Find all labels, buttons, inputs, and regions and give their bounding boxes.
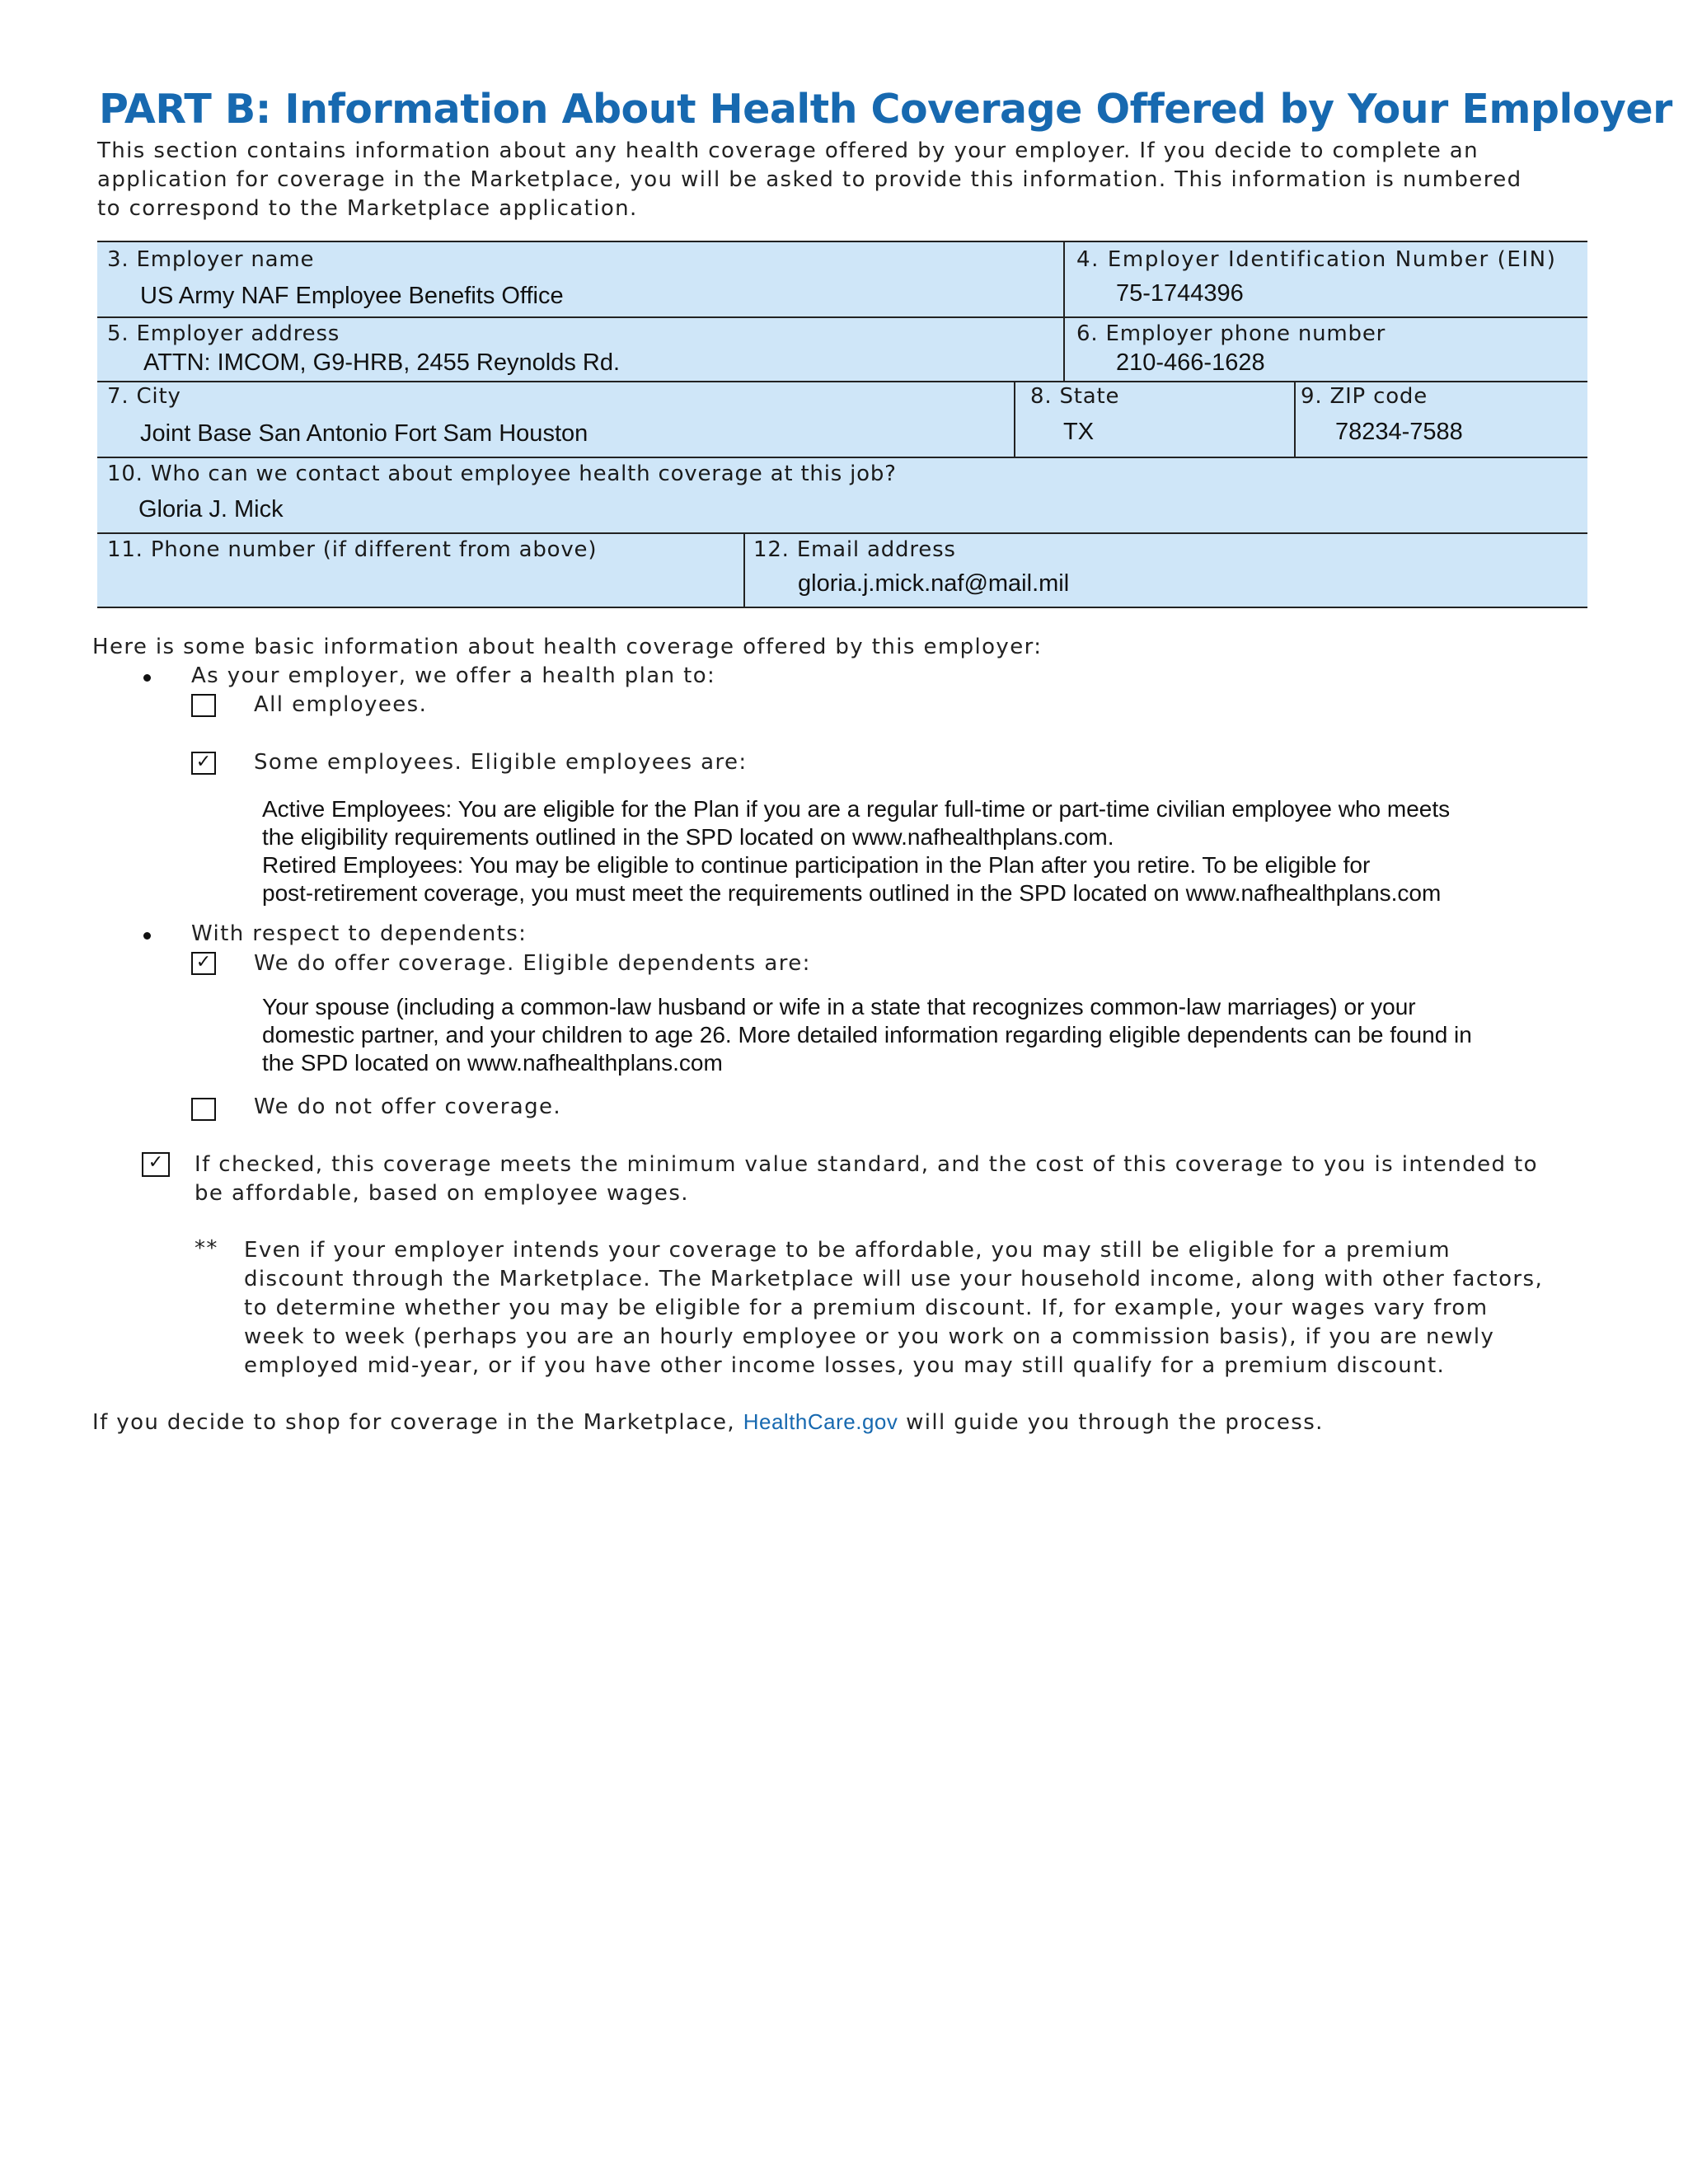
footnote-line: to determine whether you may be eligible for a premium discount. If, for example, your wages vary from (244, 1296, 1489, 1320)
row-contact (97, 457, 1587, 532)
contact-field[interactable] (97, 458, 1587, 532)
eligible-employees-text (262, 795, 1450, 907)
closing-text-after: will guide you through the process. (906, 1410, 1324, 1435)
footnote-line: employed mid-year, or if you have other income losses, you may still qualify for a premium discount. (244, 1353, 1446, 1378)
ein-label: 4. Employer Identification Number (EIN) (1076, 247, 1557, 272)
row-employer-name (97, 241, 1587, 316)
offer-intro: As your employer, we offer a health plan to: (191, 663, 716, 688)
bullet-icon (143, 932, 151, 940)
no-dependents-label: We do not offer coverage. (254, 1094, 562, 1119)
intro-line: This section contains information about any health coverage offered by your employer. If you decide to complete an (97, 138, 1479, 163)
state-label: 8. State (1030, 384, 1120, 409)
footnote-line: Even if your employer intends your coverage to be affordable, you may still be eligible for a premium (244, 1238, 1451, 1263)
employer-address-field[interactable] (97, 318, 1063, 381)
offer-dependents-checkbox[interactable]: ✓ (191, 952, 216, 975)
city-value: Joint Base San Antonio Fort Sam Houston (140, 420, 588, 447)
eligible-dependents-text (262, 993, 1472, 1077)
employer-name-value: US Army NAF Employee Benefits Office (140, 283, 564, 309)
email-field[interactable] (743, 534, 1587, 607)
row-city (97, 381, 1587, 457)
page-title: PART B: Information About Health Coverage Offered by Your Employer (99, 86, 1672, 133)
minimum-value-line: If checked, this coverage meets the minimum value standard, and the cost of this coverage to you is intended to (195, 1152, 1538, 1177)
some-employees-checkbox[interactable]: ✓ (191, 752, 216, 775)
ein-field[interactable] (1063, 242, 1587, 316)
all-employees-checkbox[interactable] (191, 694, 216, 717)
closing-line (92, 1409, 1324, 1435)
city-label: 7. City (107, 384, 181, 409)
city-field[interactable] (97, 382, 1014, 457)
eligible-employees-line: post-retirement coverage, you must meet the requirements outlined in the SPD located on www.nafhealthplans.com (262, 880, 1442, 906)
employer-info-table (97, 241, 1587, 612)
dependents-intro: With respect to dependents: (191, 921, 528, 946)
some-employees-label: Some employees. Eligible employees are: (254, 750, 748, 775)
footnote-line: week to week (perhaps you are an hourly employee or you work on a commission basis), if you are newly (244, 1324, 1495, 1349)
employer-phone-value: 210-466-1628 (1116, 349, 1265, 376)
intro-paragraph (97, 137, 1564, 223)
eligible-employees-line: Active Employees: You are eligible for the Plan if you are a regular full-time or part-time civilian employee who meets (262, 796, 1451, 822)
footnote-text (244, 1236, 1543, 1380)
all-employees-label: All employees. (254, 692, 428, 717)
zip-value: 78234-7588 (1335, 419, 1463, 445)
zip-label: 9. ZIP code (1301, 384, 1428, 409)
ein-value: 75-1744396 (1116, 280, 1244, 307)
state-value: TX (1063, 419, 1095, 445)
minimum-value-checkbox[interactable]: ✓ (142, 1152, 170, 1177)
minimum-value-line: be affordable, based on employee wages. (195, 1181, 689, 1206)
minimum-value-text (195, 1151, 1538, 1208)
eligible-employees-line: Retired Employees: You may be eligible to continue participation in the Plan after you retire. To be eligible for (262, 852, 1371, 878)
closing-text-before: If you decide to shop for coverage in the Marketplace, (92, 1410, 736, 1435)
email-label: 12. Email address (753, 537, 956, 562)
employer-phone-label: 6. Employer phone number (1076, 321, 1386, 346)
contact-phone-label: 11. Phone number (if different from above) (107, 537, 598, 562)
footnote-line: discount through the Marketplace. The Marketplace will use your household income, along with other factors, (244, 1267, 1544, 1291)
eligible-employees-line: the eligibility requirements outlined in the SPD located on www.nafhealthplans.com. (262, 824, 1114, 850)
healthcare-gov-link[interactable]: HealthCare.gov (743, 1409, 898, 1434)
contact-value: Gloria J. Mick (138, 496, 284, 523)
no-dependents-checkbox[interactable] (191, 1098, 216, 1121)
bullet-icon (143, 674, 151, 682)
eligible-dependents-line: Your spouse (including a common-law husband or wife in a state that recognizes common-law marriages) or your (262, 994, 1416, 1019)
contact-label: 10. Who can we contact about employee health coverage at this job? (107, 462, 897, 486)
employer-address-value: ATTN: IMCOM, G9-HRB, 2455 Reynolds Rd. (143, 349, 621, 376)
email-value: gloria.j.mick.naf@mail.mil (798, 570, 1070, 597)
employer-address-label: 5. Employer address (107, 321, 340, 346)
eligible-dependents-line: the SPD located on www.nafhealthplans.com (262, 1050, 723, 1076)
employer-name-field[interactable] (97, 242, 1063, 316)
employer-phone-field[interactable] (1063, 318, 1587, 381)
intro-line: application for coverage in the Marketplace, you will be asked to provide this information. This information is numbered (97, 167, 1522, 192)
coverage-heading: Here is some basic information about health coverage offered by this employer: (92, 635, 1043, 659)
zip-field[interactable] (1294, 382, 1587, 457)
contact-phone-field[interactable] (97, 534, 743, 607)
offer-dependents-label: We do offer coverage. Eligible dependents are: (254, 951, 811, 976)
intro-line: to correspond to the Marketplace application. (97, 196, 638, 221)
state-field[interactable] (1014, 382, 1296, 457)
eligible-dependents-line: domestic partner, and your children to age 26. More detailed information regarding eligible dependents can be found in (262, 1022, 1472, 1047)
employer-name-label: 3. Employer name (107, 247, 315, 272)
row-employer-address (97, 316, 1587, 381)
footnote-mark: ** (195, 1236, 218, 1261)
row-contact-details (97, 532, 1587, 608)
